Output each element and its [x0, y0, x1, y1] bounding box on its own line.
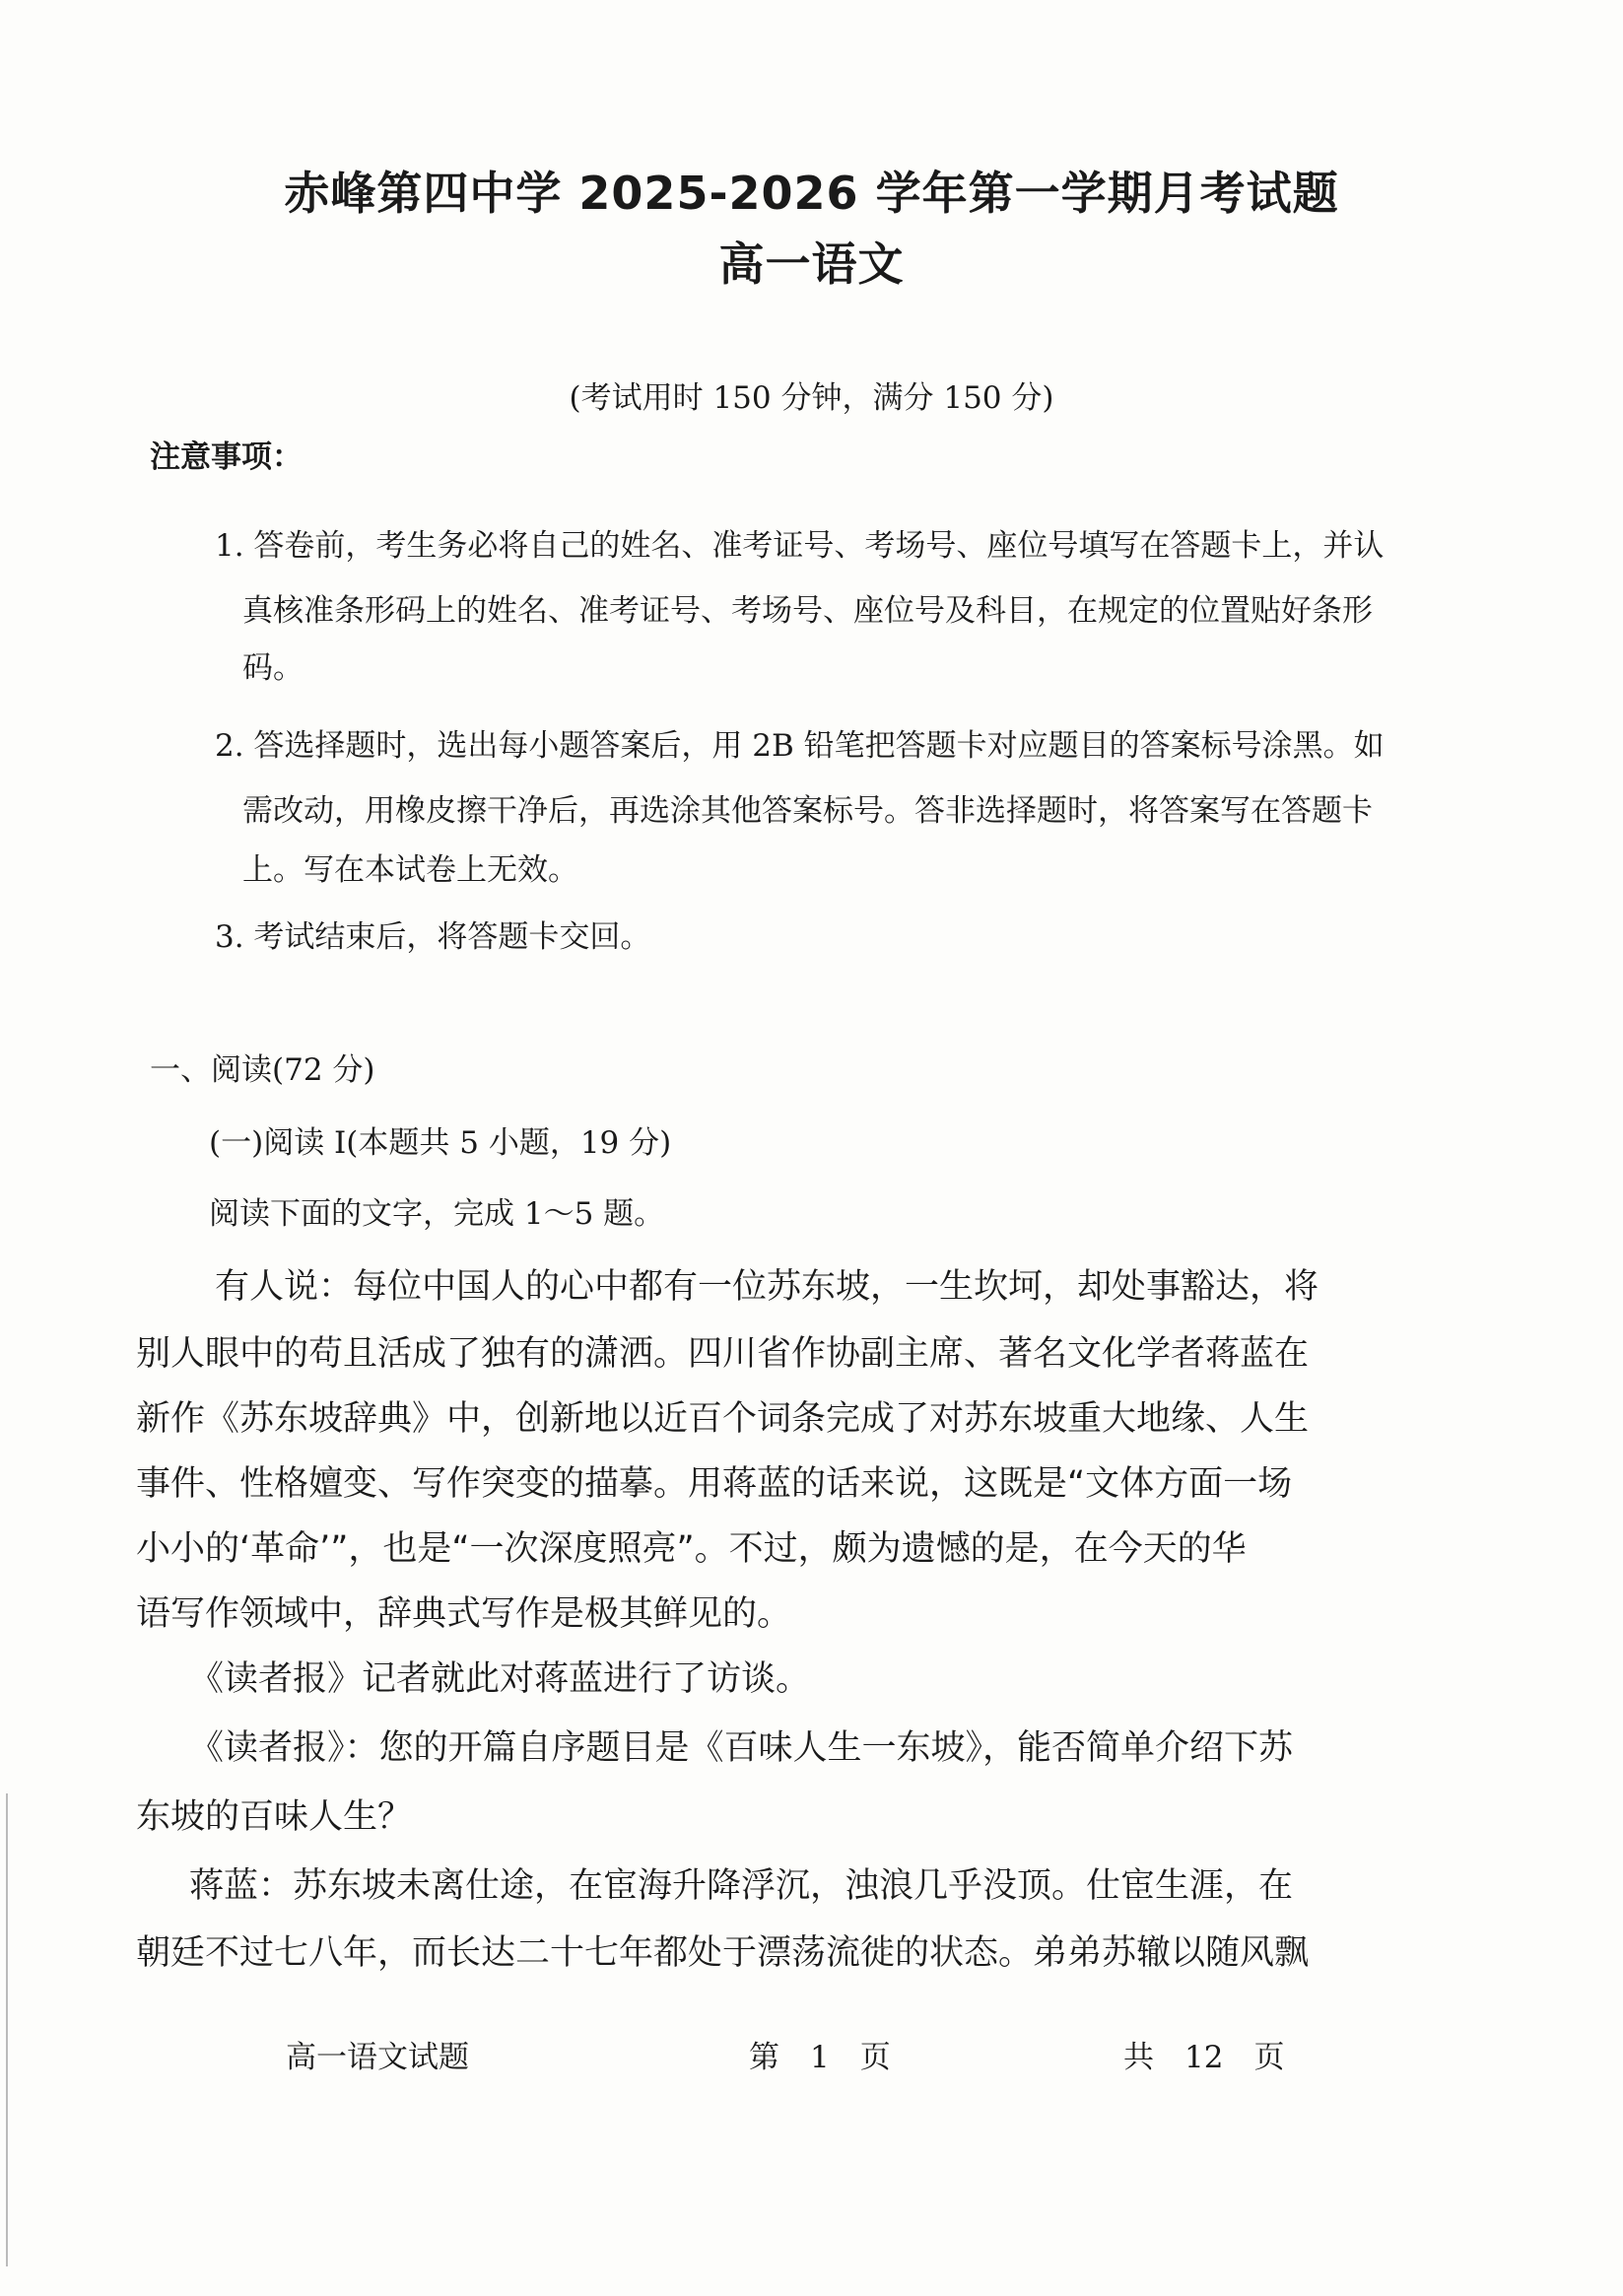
passage-para-4-line-1: 蒋蓝：苏东坡未离仕途，在宦海升降浮沉，浊浪几乎没顶。仕宦生涯，在: [189, 1866, 1294, 1906]
notice-item-1-line-3: 码。: [242, 650, 304, 686]
exam-info: (考试用时 150 分钟，满分 150 分): [569, 380, 1054, 416]
notice-item-1-line-2: 真核准条形码上的姓名、准考证号、考场号、座位号及科目，在规定的位置贴好条形: [242, 593, 1373, 629]
passage-para-1-line-3: 新作《苏东坡辞典》中，创新地以近百个词条完成了对苏东坡重大地缘、人生: [136, 1399, 1310, 1439]
notice-item-2-line-1: 2. 答选择题时，选出每小题答案后，用 2B 铅笔把答题卡对应题目的答案标号涂黑。如: [215, 728, 1385, 764]
passage-para-4-line-2: 朝廷不过七八年，而长达二十七年都处于漂荡流徙的状态。弟弟苏辙以随风飘: [136, 1933, 1310, 1973]
passage-para-2: 《读者报》记者就此对蒋蓝进行了访谈。: [189, 1659, 811, 1699]
passage-para-1-line-6: 语写作领域中，辞典式写作是极其鲜见的。: [136, 1594, 792, 1634]
footer-subject: 高一语文试题: [286, 2040, 469, 2075]
passage-para-1-line-1: 有人说：每位中国人的心中都有一位苏东坡，一生坎坷，却处事豁达，将: [215, 1267, 1319, 1307]
notice-item-2-line-2: 需改动，用橡皮擦干净后，再选涂其他答案标号。答非选择题时，将答案写在答题卡: [242, 793, 1373, 829]
notice-item-3: 3. 考试结束后，将答题卡交回。: [215, 919, 651, 955]
notice-item-1-line-1: 1. 答卷前，考生务必将自己的姓名、准考证号、考场号、座位号填写在答题卡上，并认: [215, 528, 1385, 564]
passage-para-1-line-4: 事件、性格嬗变、写作突变的描摹。用蒋蓝的话来说，这既是“文体方面一场: [136, 1464, 1293, 1504]
notice-heading: 注意事项：: [150, 439, 303, 475]
exam-title: 赤峰第四中学 2025-2026 学年第一学期月考试题: [284, 167, 1339, 220]
passage-para-1-line-5: 小小的‘革命’”，也是“一次深度照亮”。不过，颇为遗憾的是，在今天的华: [136, 1529, 1247, 1569]
footer-page-number: 第 1 页: [749, 2040, 891, 2075]
notice-item-2-line-3: 上。写在本试卷上无效。: [242, 852, 578, 888]
footer-page-total: 共 12 页: [1123, 2040, 1285, 2075]
subsection-heading: (一)阅读 Ⅰ(本题共 5 小题，19 分): [209, 1125, 672, 1161]
passage-para-1-line-2: 别人眼中的苟且活成了独有的潇洒。四川省作协副主席、著名文化学者蒋蓝在: [136, 1334, 1310, 1374]
passage-para-3-line-2: 东坡的百味人生？: [136, 1797, 413, 1837]
section-heading: 一、阅读(72 分): [150, 1052, 375, 1088]
passage-para-3-line-1: 《读者报》：您的开篇自序题目是《百味人生一东坡》，能否简单介绍下苏: [189, 1728, 1294, 1768]
scan-edge-mark: [6, 1793, 8, 2266]
exam-subject-title: 高一语文: [718, 237, 905, 291]
reading-instruction: 阅读下面的文字，完成 1～5 题。: [209, 1196, 665, 1232]
